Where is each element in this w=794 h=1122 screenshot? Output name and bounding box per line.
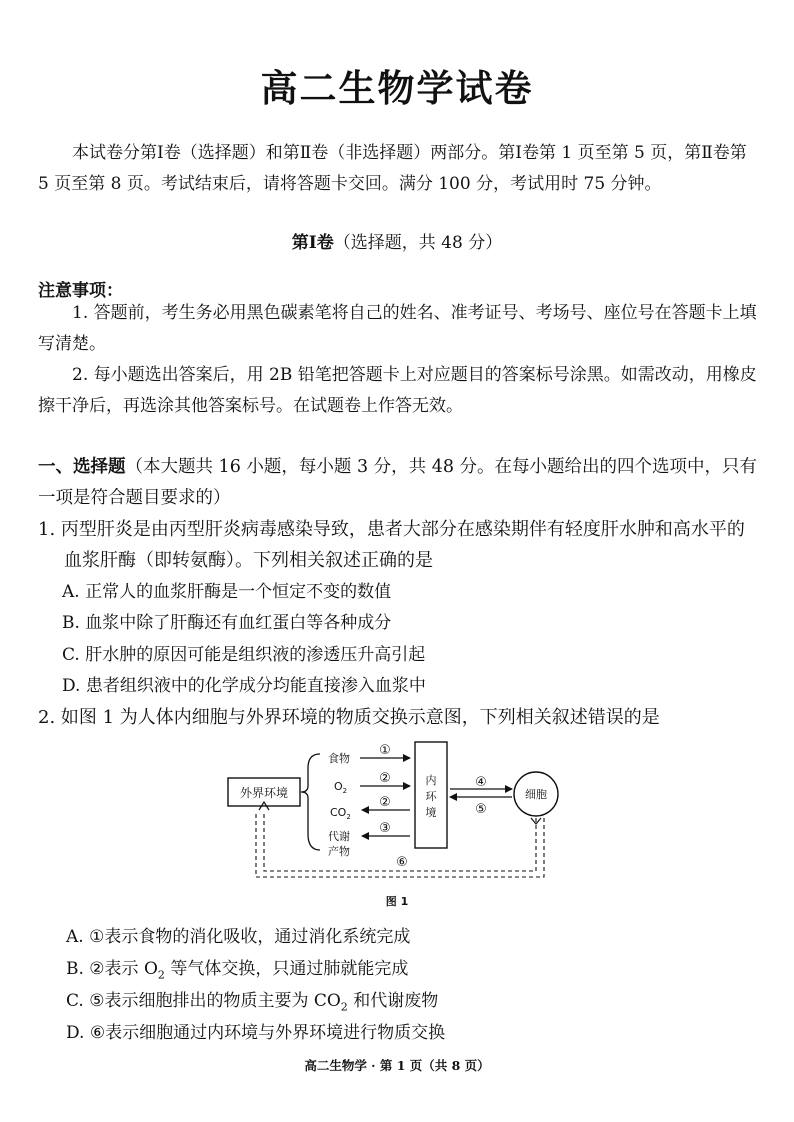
internal-label-1: 内: [425, 774, 437, 787]
notice-item: 2. 每小题选出答案后，用 2B 铅笔把答题卡上对应题目的答案标号涂黑。如需改动，用橡皮擦干净后，再选涂其他答案标号。在试题卷上作答无效。: [38, 365, 757, 416]
question-2-option-b: B. ②表示 $O_2$ 等气体交换，只通过肺就能完成: [66, 959, 409, 982]
question-1-option-d: D. 患者组织液中的化学成分均能直接渗入血浆中: [62, 676, 426, 696]
brace-shape: [301, 754, 320, 850]
part-one-heading: [38, 452, 758, 514]
page-title: 高二生物学试卷: [260, 66, 534, 110]
part-one-bold: 一、选择题: [38, 457, 126, 477]
marker-4: ④: [475, 775, 487, 790]
page-footer: 高二生物学 · 第 1 页（共 8 页）: [304, 1058, 490, 1073]
cell-label: 细胞: [525, 788, 547, 801]
marker-3: ③: [379, 821, 391, 836]
question-2-option-d: D. ⑥表示细胞通过内环境与外界环境进行物质交换: [66, 1023, 446, 1043]
food-label: 食物: [328, 752, 350, 765]
section-heading-rest: （选择题，共 48 分）: [333, 233, 503, 253]
question-2-option-c: C. ⑤表示细胞排出的物质主要为 $CO_2$ 和代谢废物: [66, 991, 439, 1014]
outer-environment-label: 外界环境: [239, 786, 289, 800]
part-one-rest: （本大题共 16 小题，每小题 3 分，共 48 分。在每小题给出的四个选项中，只有一项是符合题目要求的）: [38, 457, 758, 508]
figure-1-diagram: [200, 738, 560, 888]
marker-5: ⑤: [475, 802, 487, 817]
notice-item: 1. 答题前，考生务必用黑色碳素笔将自己的姓名、准考证号、考场号、座位号在答题卡上填写清楚。: [38, 303, 757, 354]
marker-2a: ②: [379, 771, 391, 786]
question-2-stem: 2. 如图 1 为人体内细胞与外界环境的物质交换示意图，下列相关叙述错误的是: [38, 707, 660, 728]
question-1-option-c: C. 肝水肿的原因可能是组织液的渗透压升高引起: [62, 645, 426, 665]
o2-label: $O_2$: [334, 780, 348, 795]
notice-title: 注意事项：: [38, 281, 123, 301]
question-1-stem: 1. 丙型肝炎是由丙型肝炎病毒感染导致，患者大部分在感染期伴有轻度肝水肿和高水平的血浆肝酶（即转氨酶）。下列相关叙述正确的是: [38, 519, 745, 571]
marker-2b: ②: [379, 795, 391, 810]
question-2-option-a: A. ①表示食物的消化吸收，通过消化系统完成: [66, 927, 411, 947]
internal-label-3: 境: [425, 806, 437, 819]
section-heading: [0, 228, 794, 253]
intro-paragraph: 本试卷分第Ⅰ卷（选择题）和第Ⅱ卷（非选择题）两部分。第Ⅰ卷第 1 页至第 5 页，第Ⅱ卷第 5 页至第 8 页。考试结束后，请将答题卡交回。满分 100 分，考试用时 75 分钟。: [38, 143, 747, 194]
waste-label-2: 产物: [328, 845, 350, 858]
section-heading-bold: 第Ⅰ卷: [291, 233, 334, 253]
co2-label: $CO_2$: [330, 806, 351, 821]
marker-6: ⑥: [396, 855, 408, 870]
waste-label-1: 代谢: [328, 830, 350, 843]
internal-label-2: 环: [425, 790, 437, 803]
question-1-option-b: B. 血浆中除了肝酶还有血红蛋白等各种成分: [62, 613, 392, 633]
marker-1: ①: [379, 743, 391, 758]
question-1-option-a: A. 正常人的血浆肝酶是一个恒定不变的数值: [62, 582, 392, 602]
figure-caption: 图 1: [385, 895, 409, 908]
